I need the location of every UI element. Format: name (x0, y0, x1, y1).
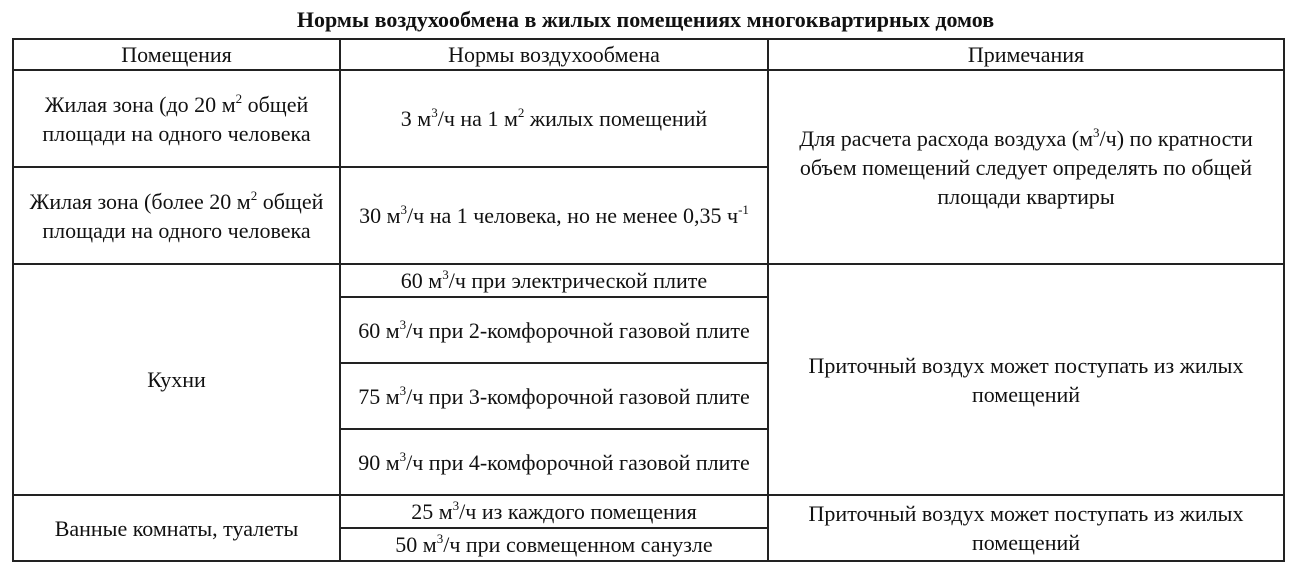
header-notes: Примечания (768, 39, 1284, 70)
table-row (13, 70, 1284, 167)
table-title: Нормы воздухообмена в жилых помещениях многоквартирных домов (296, 7, 995, 32)
norm-living-zone-small: 3 $м^3/ч$ на 1 $м^2$ жилых помещений (340, 70, 768, 167)
norm-kitchen-electric: 60 $м^3/ч$ при электрической плите (340, 264, 768, 297)
note-bathrooms: Приточный воздух может поступать из жилых помещений (768, 495, 1284, 561)
norm-kitchen-gas-3: 75 $м^3/ч$ при 3-комфорочной газовой плите (340, 363, 768, 429)
note-living: Для расчета расхода воздуха $(м^3/ч)$ по кратности объем помещений следует определять по общей площади квартиры (768, 70, 1284, 264)
note-kitchens: Приточный воздух может поступать из жилых помещений (768, 264, 1284, 495)
room-kitchens: Кухни (13, 264, 340, 495)
air-exchange-table (12, 38, 1285, 562)
norm-bath-combined: 50 $м^3/ч$ при совмещенном санузле (340, 528, 768, 561)
header-norms: Нормы воздухообмена (340, 39, 768, 70)
header-row (13, 39, 1284, 70)
header-rooms: Помещения (13, 39, 340, 70)
room-living-zone-small: Жилая зона (до 20 $м^2$ общей площади на одного человека (13, 70, 340, 167)
table-row (13, 264, 1284, 297)
norm-kitchen-gas-2: 60 $м^3/ч$ при 2-комфорочной газовой плите (340, 297, 768, 363)
table-row (13, 495, 1284, 528)
norm-bath-each: 25 $м^3/ч$ из каждого помещения (340, 495, 768, 528)
norm-kitchen-gas-4: 90 $м^3/ч$ при 4-комфорочной газовой плите (340, 429, 768, 495)
norm-living-zone-large: 30 $м^3/ч$ на 1 человека, но не менее 0,35 $ч^{-1}$ (340, 167, 768, 264)
room-living-zone-large: Жилая зона (более 20 $м^2$ общей площади на одного человека (13, 167, 340, 264)
room-bathrooms: Ванные комнаты, туалеты (13, 495, 340, 561)
